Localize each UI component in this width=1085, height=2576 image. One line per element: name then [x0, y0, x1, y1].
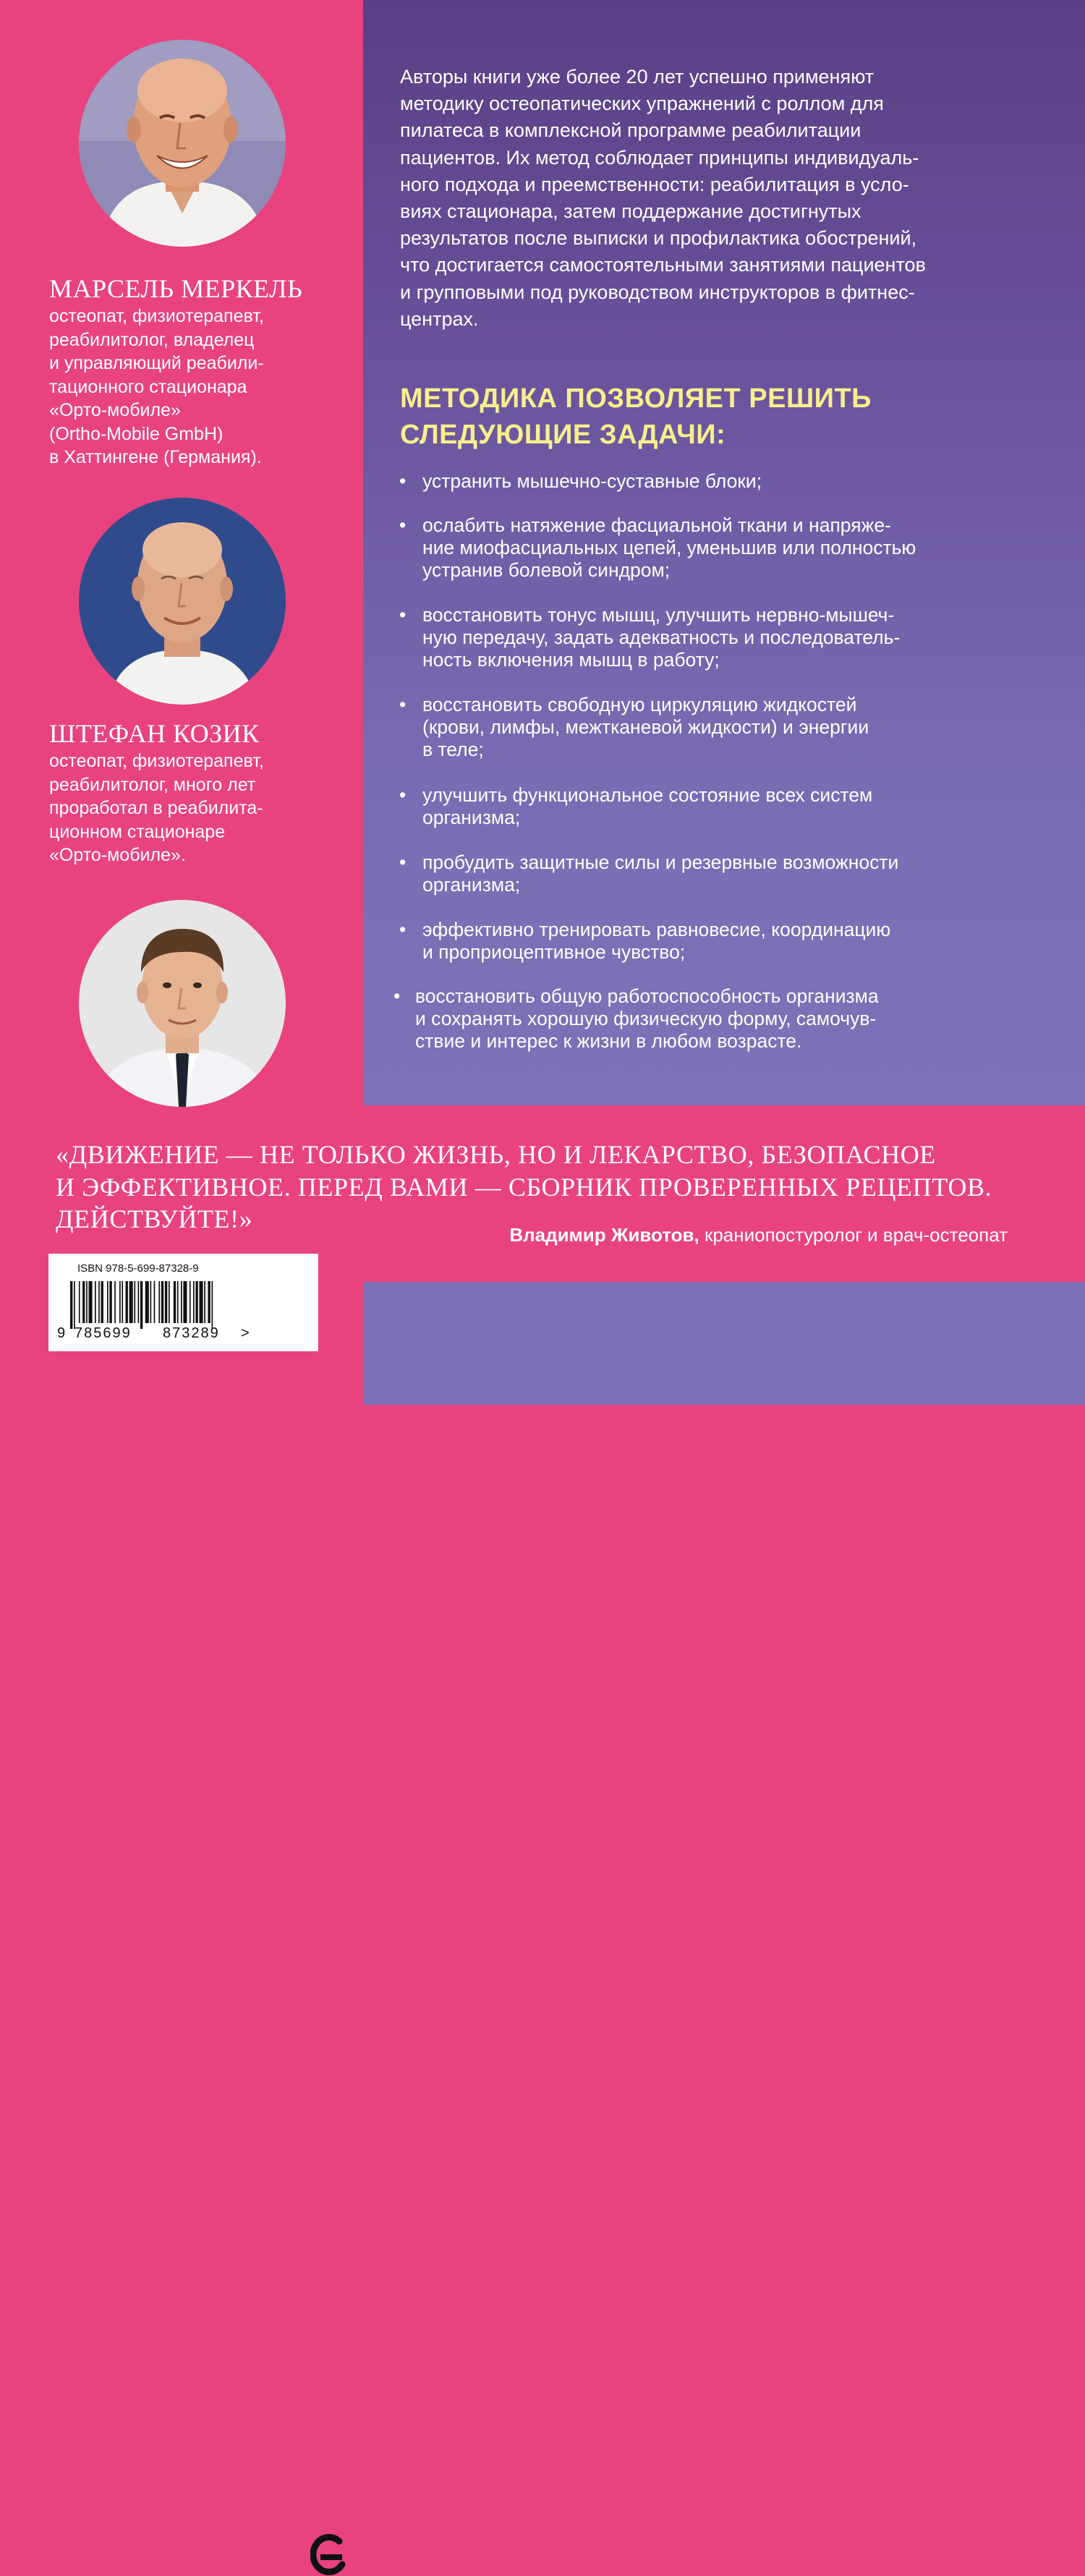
- bullet: •: [399, 694, 407, 715]
- task-line: устранив болевой синдром;: [422, 559, 671, 581]
- author-block-kozik: [49, 719, 264, 867]
- barcode-bar: [190, 1281, 191, 1323]
- bullet: •: [399, 851, 407, 873]
- intro-line: методику остеопатических упражнений с роллом для: [400, 93, 884, 115]
- barcode-bar: [181, 1281, 182, 1323]
- barcode-bar: [140, 1281, 142, 1329]
- intro-line: ного подхода и преемственности: реабилитация в усло-: [400, 173, 909, 195]
- author-desc-line: ционном стационаре: [49, 821, 226, 842]
- quote-author-name: Владимир Животов,: [509, 1224, 699, 1246]
- barcode-bar: [195, 1281, 197, 1323]
- barcode-bar: [183, 1281, 187, 1323]
- intro-line: что достигается самостоятельными занятиями пациентов: [400, 254, 926, 276]
- task-line: ствие и интерес к жизни в любом возрасте.: [415, 1030, 802, 1052]
- author-desc-line: «Орто-мобиле»: [49, 400, 181, 420]
- barcode-bar: [193, 1281, 195, 1323]
- barcode-bar: [98, 1281, 100, 1323]
- author-desc-line: проработал в реабилита-: [49, 798, 263, 818]
- author-photo-third: [79, 900, 286, 1107]
- task-line: эффективно тренировать равновесие, координацию: [422, 919, 891, 940]
- author-desc-line: реабилитолог, много лет: [49, 774, 256, 795]
- task-line: организма;: [422, 807, 521, 828]
- task-line: восстановить свободную циркуляцию жидкостей: [422, 694, 857, 715]
- barcode-bar: [150, 1281, 152, 1323]
- author-desc-line: «Орто-мобиле».: [49, 845, 186, 865]
- barcode-bar: [95, 1281, 96, 1323]
- barcode-digits-right: 873289: [163, 1325, 220, 1341]
- bullet: •: [393, 985, 401, 1007]
- publisher-logo-icon: [310, 2533, 348, 2576]
- author-desc-line: (Ortho-Mobile GmbH): [49, 423, 224, 444]
- author-photo-kozik: [79, 498, 286, 705]
- bullet: •: [399, 919, 407, 940]
- barcode-bar: [158, 1281, 160, 1323]
- author-desc-line: в Хаттингене (Германия).: [49, 447, 262, 467]
- isbn-label: ISBN 978-5-699-87328-9: [77, 1262, 199, 1275]
- barcode-bar: [126, 1281, 128, 1323]
- barcode-bar: [109, 1281, 111, 1323]
- tasks-heading: [400, 381, 872, 453]
- barcode-first-digit: 9: [57, 1325, 66, 1341]
- author-block-merkel: [49, 274, 302, 469]
- barcode-bar: [208, 1281, 210, 1323]
- bullet: •: [399, 514, 407, 536]
- task-line: пробудить защитные силы и резервные возможности: [422, 851, 899, 873]
- bullet: •: [399, 784, 407, 806]
- barcode-bar: [129, 1281, 133, 1323]
- barcode-bar: [82, 1281, 85, 1323]
- author-description: [49, 305, 302, 469]
- barcode-bar: [174, 1281, 176, 1323]
- task-line: восстановить общую работоспособность организма: [415, 985, 879, 1007]
- quote: [56, 1139, 992, 1236]
- task-line: восстановить тонус мышц, улучшить нервно-мышеч-: [422, 604, 895, 626]
- barcode-bar: [134, 1281, 135, 1323]
- barcode-bar: [86, 1281, 88, 1323]
- bullet: •: [399, 604, 407, 626]
- barcode-bar: [177, 1281, 179, 1323]
- intro-paragraph: [400, 64, 1051, 333]
- quote-attribution: [509, 1224, 1008, 1246]
- task-line: устранить мышечно-суставные блоки;: [422, 470, 762, 492]
- quote-author-role: краниопостуролог и врач-остеопат: [699, 1224, 1008, 1246]
- task-line: и проприоцептивное чувство;: [422, 941, 686, 963]
- barcode-bar: [122, 1281, 123, 1323]
- intro-line: пилатеса в комплексной программе реабилитации: [400, 119, 861, 142]
- author-desc-line: тационного стационара: [49, 376, 247, 397]
- quote-line: ДЕЙСТВУЙТЕ!»: [56, 1204, 253, 1233]
- quote-line: «ДВИЖЕНИЕ — НЕ ТОЛЬКО ЖИЗНЬ, НО И ЛЕКАРСТВО, БЕЗОПАСНОЕ: [56, 1140, 936, 1169]
- barcode-bar: [169, 1281, 170, 1323]
- barcode-bar: [200, 1281, 203, 1323]
- task-line: организма;: [422, 874, 521, 896]
- task-line: улучшить функциональное состояние всех систем: [422, 784, 873, 806]
- barcode-bar: [70, 1281, 72, 1329]
- barcode-bar: [204, 1281, 205, 1323]
- barcode-digits-left: 785699: [75, 1325, 132, 1341]
- intro-line: центрах.: [400, 307, 479, 330]
- task-line: в теле;: [422, 739, 484, 760]
- barcode-bar: [138, 1281, 140, 1323]
- task-line: ность включения мышц в работу;: [422, 649, 720, 671]
- quote-line: И ЭФФЕКТИВНОЕ. ПЕРЕД ВАМИ — СБОРНИК ПРОВЕРЕННЫХ РЕЦЕПТОВ.: [56, 1172, 992, 1202]
- barcode-bar: [161, 1281, 163, 1323]
- barcode-bar: [145, 1281, 149, 1323]
- barcode-bar: [107, 1281, 109, 1323]
- heading-line: МЕТОДИКА ПОЗВОЛЯЕТ РЕШИТЬ: [400, 383, 872, 414]
- task-line: ние миофасциальных цепей, уменьшив или полностью: [422, 537, 916, 558]
- intro-line: виях стационара, затем поддержание достигнутых: [400, 200, 861, 223]
- task-line: ослабить натяжение фасциальной ткани и напряже-: [422, 514, 891, 536]
- intro-line: и групповыми под руководством инструкторов в фитнес-: [400, 281, 915, 303]
- intro-line: результатов после выписки и профилактика обострений,: [400, 227, 917, 250]
- task-line: (крови, лимфы, межтканевой жидкости) и энергии: [422, 716, 869, 738]
- barcode-bar: [74, 1281, 75, 1329]
- author-desc-line: остеопат, физиотерапевт,: [49, 306, 264, 326]
- author-photo-merkel: [79, 40, 286, 247]
- barcode-bar: [101, 1281, 103, 1323]
- barcode-bar: [79, 1281, 80, 1323]
- task-line: ную передачу, задать адекватность и последователь-: [422, 626, 901, 648]
- intro-line: Авторы книги уже более 20 лет успешно применяют: [400, 66, 875, 88]
- intro-line: пациентов. Их метод соблюдает принципы индивидуаль-: [400, 146, 919, 169]
- barcode-bar: [212, 1281, 213, 1329]
- barcode-bar: [89, 1281, 93, 1323]
- barcode-box: [48, 1254, 318, 1351]
- author-desc-line: остеопат, физиотерапевт,: [49, 751, 264, 771]
- barcode-bar: [165, 1281, 167, 1323]
- barcode-bar: [119, 1281, 121, 1323]
- author-description: [49, 749, 264, 867]
- author-desc-line: реабилитолог, владелец: [49, 329, 255, 350]
- task-line: и сохранять хорошую физическую форму, самочув-: [415, 1008, 877, 1029]
- author-name: МАРСЕЛЬ МЕРКЕЛЬ: [49, 274, 303, 303]
- heading-line: СЛЕДУЮЩИЕ ЗАДАЧИ:: [400, 420, 726, 450]
- author-desc-line: и управляющий реабили-: [49, 353, 264, 373]
- author-name: ШТЕФАН КОЗИК: [49, 719, 260, 748]
- barcode-bar: [114, 1281, 116, 1323]
- barcode-bar: [154, 1281, 156, 1323]
- purple-panel-bottom: [363, 1282, 1085, 1405]
- barcode-arrow: >: [241, 1325, 250, 1341]
- bullet: •: [399, 470, 407, 492]
